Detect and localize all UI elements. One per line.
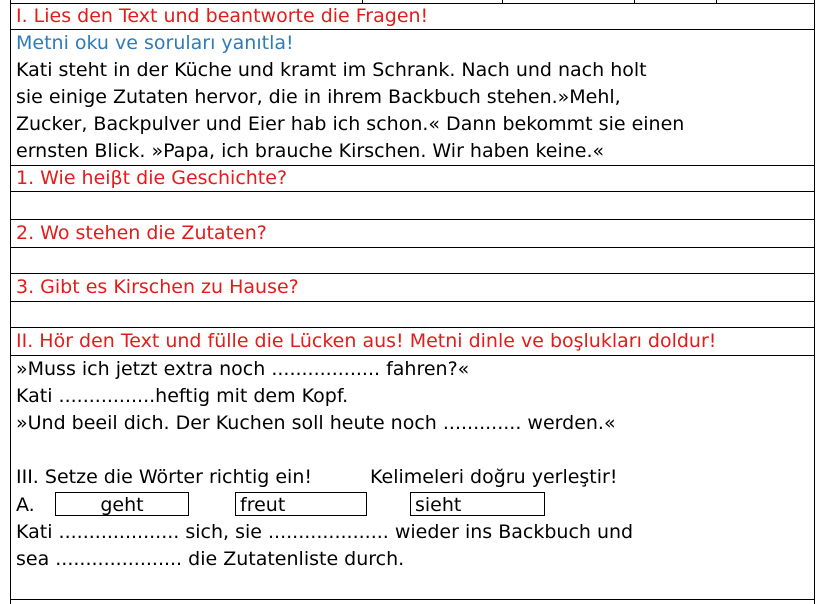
fill-line: Kati .................... sich, sie .................... wieder ins Backbuch und <box>16 521 634 543</box>
fill-line: sea ..................... die Zutatenliste durch. <box>16 548 405 570</box>
column-tick <box>716 0 717 3</box>
gap-line: »Und beeil dich. Der Kuchen soll heute noch ............. werden.« <box>16 412 616 434</box>
column-tick <box>502 0 503 3</box>
section1-heading: I. Lies den Text und beantworte die Fragen! <box>16 5 429 27</box>
word-box-geht: geht <box>55 492 189 516</box>
question-3: 3. Gibt es Kirschen zu Hause? <box>16 276 299 298</box>
table-border-left <box>10 0 11 604</box>
column-tick <box>634 0 635 3</box>
word-bank-label: A. <box>16 494 35 516</box>
table-border <box>10 599 815 600</box>
worksheet <box>10 0 815 604</box>
word-box-freut: freut <box>235 492 367 516</box>
row-divider <box>10 247 815 248</box>
gap-line: »Muss ich jetzt extra noch .................. fahren?« <box>16 358 470 380</box>
gap-line: Kati ................heftig mit dem Kopf. <box>16 385 349 407</box>
table-border-right <box>814 0 815 604</box>
word-box-sieht: sieht <box>410 492 545 516</box>
section2-heading: II. Hör den Text und fülle die Lücken aus! Metni dinle ve boşlukları doldur! <box>16 330 717 352</box>
question-1: 1. Wie heiβt die Geschichte? <box>16 167 288 189</box>
section3-heading-tr: Kelimeleri doğru yerleştir! <box>370 466 618 488</box>
section1-subheading: Metni oku ve soruları yanıtla! <box>16 32 294 54</box>
passage-line: ernsten Blick. »Papa, ich brauche Kirschen. Wir haben keine.« <box>16 140 605 162</box>
question-2: 2. Wo stehen die Zutaten? <box>16 222 267 244</box>
passage-line: Kati steht in der Küche und kramt im Schrank. Nach und nach holt <box>16 59 647 81</box>
row-divider <box>10 301 815 302</box>
passage-line: sie einige Zutaten hervor, die in ihrem Backbuch stehen.»Mehl, <box>16 86 621 108</box>
section3-heading-de: III. Setze die Wörter richtig ein! <box>16 466 312 488</box>
passage-line: Zucker, Backpulver und Eier hab ich schon.« Dann bekommt sie einen <box>16 113 685 135</box>
